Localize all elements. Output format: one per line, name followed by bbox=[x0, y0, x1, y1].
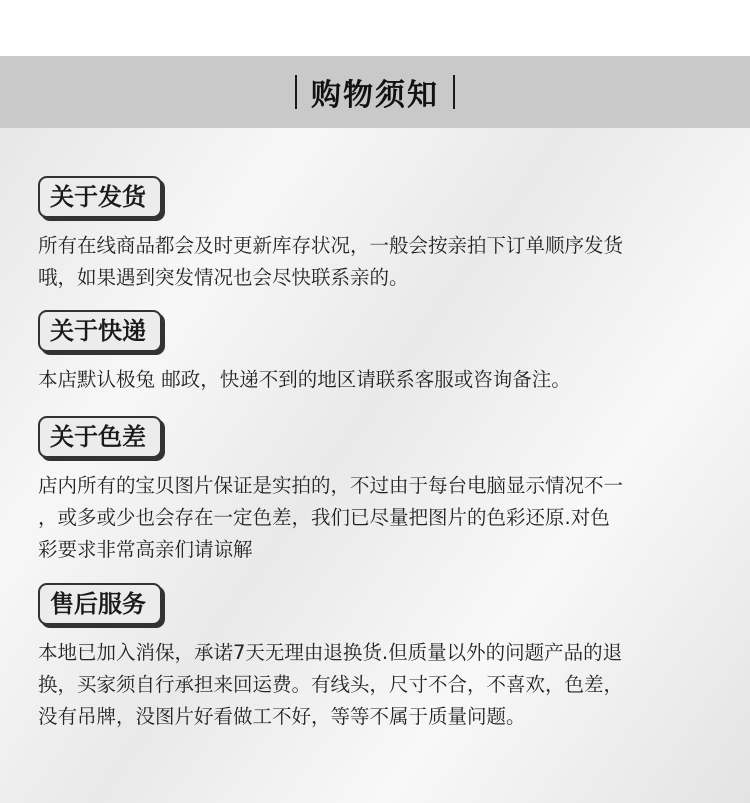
body-line: 彩要求非常高亲们请谅解 bbox=[38, 538, 253, 561]
section-body-color-difference bbox=[38, 470, 718, 566]
section-body-shipping bbox=[38, 230, 718, 294]
section-body-after-sales bbox=[38, 637, 718, 733]
section-after-sales bbox=[38, 583, 718, 733]
body-line: 没有吊牌，没图片好看做工不好，等等不属于质量问题。 bbox=[38, 705, 526, 728]
title-right-bar bbox=[453, 75, 455, 109]
section-color-difference bbox=[38, 416, 718, 566]
body-line: 本店默认极兔 邮政，快递不到的地区请联系客服或咨询备注。 bbox=[38, 368, 571, 391]
section-shipping bbox=[38, 176, 718, 294]
body-line: 所有在线商品都会及时更新库存状况，一般会按亲拍下订单顺序发货 bbox=[38, 234, 624, 257]
section-heading-after-sales: 售后服务 bbox=[38, 583, 162, 625]
body-line: 换，买家须自行承担来回运费。有线头，尺寸不合，不喜欢，色差， bbox=[38, 673, 624, 696]
top-white-strip bbox=[0, 0, 750, 56]
section-body-express bbox=[38, 364, 718, 396]
body-line: 本地已加入消保，承诺7天无理由退换货.但质量以外的问题产品的退 bbox=[38, 641, 623, 664]
page-title: 购物须知 bbox=[311, 78, 439, 113]
body-line: ，或多或少也会存在一定色差，我们已尽量把图片的色彩还原.对色 bbox=[38, 506, 610, 529]
section-heading-shipping: 关于发货 bbox=[38, 176, 162, 218]
body-line: 哦，如果遇到突发情况也会尽快联系亲的。 bbox=[38, 266, 409, 289]
section-express bbox=[38, 310, 718, 396]
section-heading-color-difference: 关于色差 bbox=[38, 416, 162, 458]
title-banner bbox=[0, 56, 750, 128]
section-heading-express: 关于快递 bbox=[38, 310, 162, 352]
body-line: 店内所有的宝贝图片保证是实拍的，不过由于每台电脑显示情况不一 bbox=[38, 474, 624, 497]
title-wrap bbox=[295, 70, 455, 114]
